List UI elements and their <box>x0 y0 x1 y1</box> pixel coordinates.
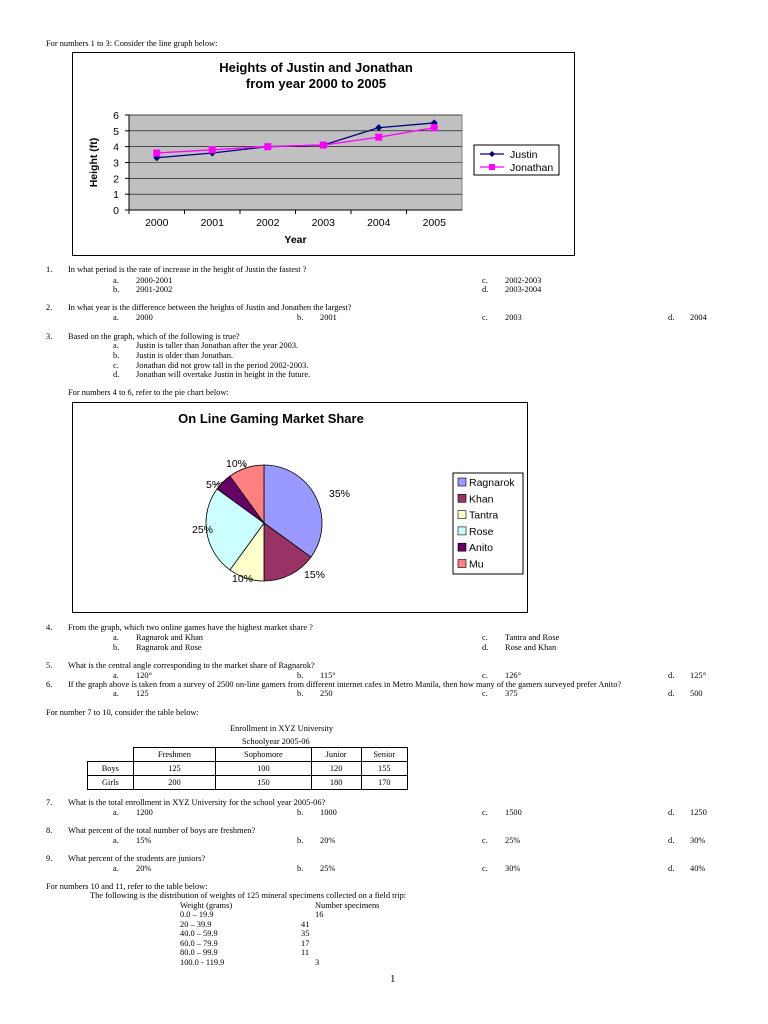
table-corner <box>88 748 134 762</box>
table-header: Junior <box>311 748 361 762</box>
q2-d-label: d. <box>668 313 675 322</box>
q8-a-option: 15% <box>136 836 152 845</box>
data-point-jonathan <box>320 142 327 149</box>
y-tick-label: 3 <box>113 157 119 170</box>
pie-label: 15% <box>304 569 326 581</box>
data-point-jonathan <box>431 124 438 131</box>
q9-c-option: 30% <box>505 864 521 873</box>
q9-a-label: a. <box>113 864 119 873</box>
q1-c-option: 2002-2003 <box>505 276 542 285</box>
q5-b-label: b. <box>297 671 304 680</box>
q9-a-option: 20% <box>136 864 152 873</box>
q4-a-option: Ragnarok and Khan <box>136 633 203 642</box>
q4-b-option: Ragnarok and Rose <box>136 643 202 652</box>
q2-c-label: c. <box>482 313 488 322</box>
y-tick-label: 4 <box>113 141 119 154</box>
x-tick-label: 2005 <box>422 217 446 229</box>
q8-b-label: b. <box>297 836 304 845</box>
q9-d-label: d. <box>668 864 675 873</box>
q4-d-option: Rose and Khan <box>505 643 557 652</box>
weights-row-count: 35 <box>301 929 310 938</box>
weights-row-count: 17 <box>301 939 310 948</box>
q3-b-option: Justin is older than Jonathan. <box>136 351 233 360</box>
q2-a-label: a. <box>113 313 119 322</box>
table-cell: 170 <box>361 776 407 790</box>
q4-a-label: a. <box>113 633 119 642</box>
pie-chart-frame <box>72 402 528 613</box>
table-title: Enrollment in XYZ University <box>230 724 334 733</box>
q3-number: 3. <box>46 332 53 341</box>
q3-c-label: c. <box>113 361 119 370</box>
table-header: Senior <box>361 748 407 762</box>
legend-label: Justin <box>510 149 538 161</box>
q2-number: 2. <box>46 303 53 312</box>
y-tick-label: 5 <box>113 125 119 138</box>
q8-b-option: 20% <box>320 836 336 845</box>
q7-text: What is the total enrollment in XYZ University for the school year 2005-06? <box>68 798 326 807</box>
weights-row-count: 11 <box>301 948 310 957</box>
table-row-label: Girls <box>88 776 134 790</box>
page-number: 1 <box>390 973 396 985</box>
weights-row-range: 20 – 39.9 <box>180 920 212 929</box>
q9-d-option: 40% <box>690 864 706 873</box>
weights-header-weight: Weight (grams) <box>180 901 233 910</box>
table-cell: 155 <box>361 762 407 776</box>
q6-number: 6. <box>46 680 53 689</box>
q9-b-option: 25% <box>320 864 336 873</box>
q3-b-label: b. <box>113 351 120 360</box>
q8-text: What percent of the total number of boys are freshmen? <box>68 826 256 835</box>
table-cell: 150 <box>216 776 311 790</box>
pie-label: 10% <box>232 573 254 585</box>
pie-label: 10% <box>226 458 248 470</box>
q6-d-option: 500 <box>690 689 703 698</box>
y-tick-label: 2 <box>113 173 119 186</box>
q5-d-option: 125° <box>690 671 706 680</box>
legend-label: Tantra <box>469 509 499 522</box>
q8-c-label: c. <box>482 836 488 845</box>
y-axis-label: Height (ft) <box>88 137 100 188</box>
q9-text: What percent of the students are juniors? <box>68 854 206 863</box>
q8-d-label: d. <box>668 836 675 845</box>
pie-label: 25% <box>192 524 214 536</box>
q6-b-option: 250 <box>320 689 333 698</box>
legend-swatch <box>458 543 466 551</box>
y-tick-label: 6 <box>113 110 119 122</box>
q2-d-option: 2004 <box>690 313 707 322</box>
weights-row-range: 100.0 - 119.9 <box>180 958 225 967</box>
table-row <box>88 762 408 776</box>
data-point-jonathan <box>209 146 216 153</box>
chart-title: Heights of Justin and Jonathan <box>219 60 413 75</box>
q7-c-label: c. <box>482 808 488 817</box>
q4-c-label: c. <box>482 633 488 642</box>
q5-a-label: a. <box>113 671 119 680</box>
legend-label: Ragnarok <box>469 477 515 489</box>
q5-c-label: c. <box>482 671 488 680</box>
data-point-jonathan <box>264 143 271 150</box>
weights-row-range: 60.0 – 79.9 <box>180 939 218 948</box>
q7-b-label: b. <box>297 808 304 817</box>
q7-c-option: 1500 <box>505 808 522 817</box>
legend-label: Khan <box>469 493 494 506</box>
q6-a-label: a. <box>113 689 119 698</box>
q7-number: 7. <box>46 798 53 807</box>
weights-row-count: 41 <box>301 920 310 929</box>
intro-pie-chart: For numbers 4 to 6, refer to the pie chart below: <box>68 388 229 397</box>
chart-title: from year 2000 to 2005 <box>245 76 387 91</box>
x-tick-label: 2003 <box>311 217 335 229</box>
x-tick-label: 2002 <box>256 217 280 229</box>
x-axis-label: Year <box>284 234 307 246</box>
legend-label: Jonathan <box>510 162 554 174</box>
q3-a-option: Justin is taller than Jonathan after the year 2003. <box>136 341 299 350</box>
weights-row-range: 0.0 – 19.9 <box>180 910 214 919</box>
q7-d-label: d. <box>668 808 675 817</box>
q8-a-label: a. <box>113 836 119 845</box>
q3-d-label: d. <box>113 370 120 379</box>
table-row <box>88 776 408 790</box>
table-subtitle: Schoolyear 2005-06 <box>242 737 310 746</box>
q5-c-option: 126° <box>505 671 521 680</box>
pie-label: 5% <box>206 479 222 491</box>
q4-d-label: d. <box>482 643 489 652</box>
q1-text: In what period is the rate of increase in the height of Justin the fastest ? <box>68 265 307 274</box>
legend-label: Anito <box>469 542 493 555</box>
weights-row-range: 80.0 – 99.9 <box>180 948 218 957</box>
table-row-label: Boys <box>88 762 134 776</box>
legend-swatch <box>458 527 466 535</box>
pie-chart <box>73 403 527 612</box>
legend-swatch <box>458 560 466 568</box>
enrollment-table <box>87 747 408 790</box>
q6-text: If the graph above is taken from a survey of 2500 on-line gamers from different internet cafes in Metro Manila, then how many of the gamers surveyed prefer Anito? <box>68 680 622 689</box>
table-cell: 180 <box>311 776 361 790</box>
table-header-row <box>88 748 408 762</box>
q9-c-label: c. <box>482 864 488 873</box>
q1-number: 1. <box>46 265 53 274</box>
q1-b-label: b. <box>113 285 120 294</box>
chart-title: On Line Gaming Market Share <box>178 411 364 426</box>
q8-d-option: 30% <box>690 836 706 845</box>
q4-c-option: Tantra and Rose <box>505 633 560 642</box>
q7-b-option: 1000 <box>320 808 337 817</box>
q3-a-label: a. <box>113 341 119 350</box>
q1-c-label: c. <box>482 276 488 285</box>
legend-swatch <box>458 511 466 519</box>
q1-b-option: 2001-2002 <box>136 285 173 294</box>
q7-d-option: 1250 <box>690 808 707 817</box>
q4-b-label: b. <box>113 643 120 652</box>
q5-number: 5. <box>46 661 53 670</box>
legend-swatch <box>458 494 466 502</box>
legend-marker <box>489 164 495 170</box>
line-chart-frame <box>72 52 575 256</box>
weights-header-count: Number specimens <box>315 901 380 910</box>
q2-b-option: 2001 <box>320 313 337 322</box>
table-cell: 100 <box>216 762 311 776</box>
x-tick-label: 2004 <box>367 217 391 229</box>
table-cell: 125 <box>133 762 216 776</box>
weights-row-range: 40.0 – 59.9 <box>180 929 218 938</box>
q7-a-option: 1200 <box>136 808 153 817</box>
q6-c-option: 375 <box>505 689 518 698</box>
q6-b-label: b. <box>297 689 304 698</box>
legend-label: Rose <box>469 525 494 538</box>
data-point-jonathan <box>153 150 160 157</box>
data-point-jonathan <box>375 134 382 141</box>
y-tick-label: 0 <box>113 205 119 217</box>
weights-row-count: 16 <box>315 910 324 919</box>
table-cell: 120 <box>311 762 361 776</box>
q6-c-label: c. <box>482 689 488 698</box>
table-header: Sophomore <box>216 748 311 762</box>
q2-c-option: 2003 <box>505 313 522 322</box>
q4-number: 4. <box>46 623 53 632</box>
legend-label: Mu <box>469 558 484 571</box>
intro-enrollment-table: For number 7 to 10, consider the table below: <box>46 708 199 717</box>
q8-c-option: 25% <box>505 836 521 845</box>
table-header: Freshmen <box>133 748 216 762</box>
q2-b-label: b. <box>297 313 304 322</box>
q5-text: What is the central angle corresponding to the market share of Ragnarok? <box>68 661 315 670</box>
x-tick-label: 2000 <box>145 217 169 229</box>
q1-d-option: 2003-2004 <box>505 285 542 294</box>
q3-c-option: Jonathan did not grow tall in the period 2002-2003. <box>136 361 309 370</box>
q5-b-option: 115° <box>320 671 336 680</box>
weights-intro: The following is the distribution of weights of 125 mineral specimens collected on a field trip: <box>90 891 407 900</box>
q3-d-option: Jonathan will overtake Justin in height in the future. <box>136 370 311 379</box>
q4-text: From the graph, which two online games have the highest market share ? <box>68 623 313 632</box>
q6-d-label: d. <box>668 689 675 698</box>
q1-a-option: 2000-2001 <box>136 276 173 285</box>
legend-swatch <box>458 478 466 486</box>
q2-a-option: 2000 <box>136 313 153 322</box>
table-cell: 200 <box>133 776 216 790</box>
line-chart <box>73 53 574 255</box>
q1-a-label: a. <box>113 276 119 285</box>
q2-text: In what year is the difference between the heights of Justin and Jonathen the largest? <box>68 303 352 312</box>
pie-label: 35% <box>329 488 351 500</box>
intro-line-graph: For numbers 1 to 3: Consider the line graph below: <box>46 39 218 48</box>
x-tick-label: 2001 <box>200 217 224 229</box>
q1-d-label: d. <box>482 285 489 294</box>
q8-number: 8. <box>46 826 53 835</box>
q6-a-option: 125 <box>136 689 149 698</box>
q9-number: 9. <box>46 854 53 863</box>
q5-d-label: d. <box>668 671 675 680</box>
q3-text: Based on the graph, which of the following is true? <box>68 332 240 341</box>
y-tick-label: 1 <box>113 189 119 202</box>
q9-b-label: b. <box>297 864 304 873</box>
intro-weights-table: For numbers 10 and 11, refer to the table below: <box>46 882 208 891</box>
weights-row-count: 3 <box>315 958 320 967</box>
q5-a-option: 120° <box>136 671 152 680</box>
q7-a-label: a. <box>113 808 119 817</box>
